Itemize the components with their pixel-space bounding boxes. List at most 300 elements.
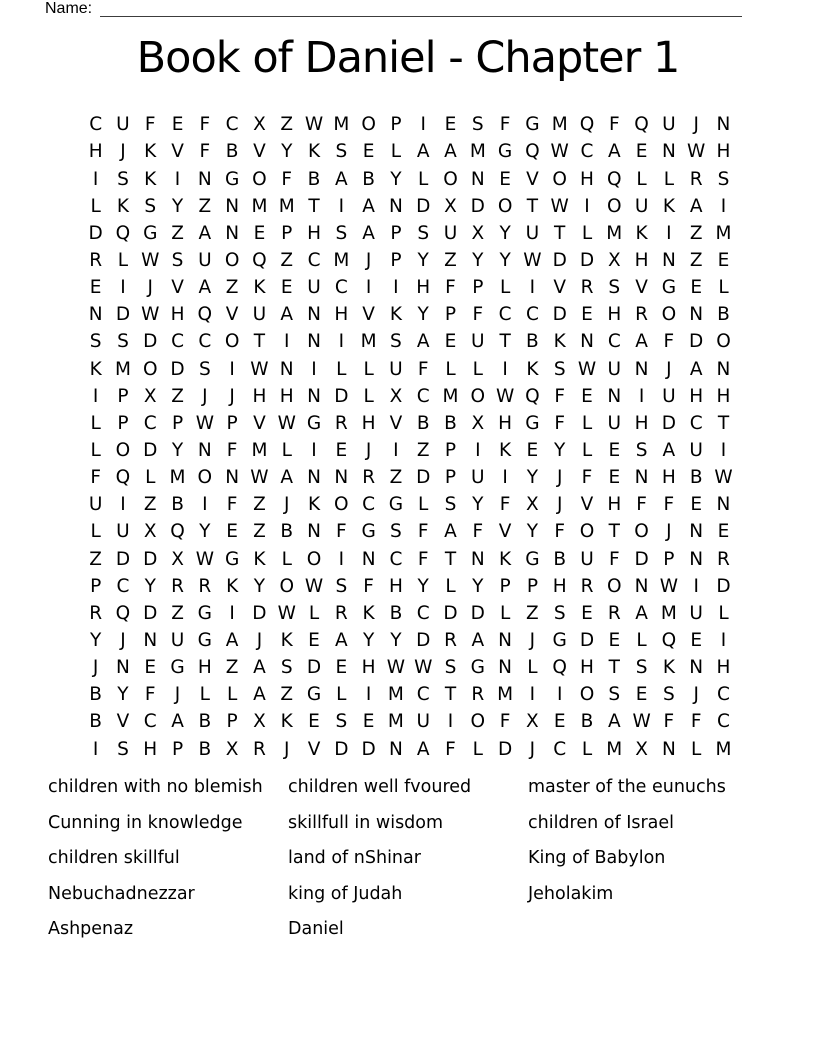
grid-letter: S [280,657,293,679]
grid-letter: B [362,168,375,190]
grid-letter: D [689,331,704,353]
grid-letter: O [552,168,567,190]
grid-letter: I [556,684,563,706]
grid-letter: K [662,195,675,217]
grid-letter: Z [225,277,239,299]
grid-letter: G [197,629,212,651]
grid-letter: D [579,250,595,272]
grid-letter: P [444,467,457,489]
grid-letter: L [499,277,511,299]
grid-letter: F [472,521,484,543]
grid-letter: H [307,222,321,244]
grid-letter: A [171,711,184,733]
grid-letter: W [277,602,296,624]
grid-letter: C [553,738,567,760]
grid-letter: B [553,548,567,570]
grid-letter: E [308,629,320,651]
grid-letter: J [120,629,126,651]
grid-letter: W [632,711,651,733]
grid-letter: K [144,141,157,163]
grid-letter: I [229,358,235,380]
grid-letter: W [659,575,679,597]
grid-letter: R [334,602,348,624]
grid-letter: Q [525,385,540,407]
grid-letter: N [470,168,485,190]
grid-letter: B [89,711,102,733]
grid-letter: H [361,412,376,434]
grid-letter: K [307,141,321,163]
grid-letter: H [552,575,567,597]
grid-letter: L [199,684,210,706]
grid-letter: Q [661,629,677,651]
grid-letter: P [390,114,402,136]
grid-letter: S [198,358,211,380]
grid-letter: J [556,467,563,489]
grid-letter: J [666,521,672,543]
grid-letter: S [171,250,184,272]
grid-letter: U [252,304,267,326]
grid-letter: L [581,412,593,434]
grid-letter: A [635,602,648,624]
grid-letter: O [443,168,458,190]
grid-letter: B [198,738,212,760]
grid-letter: P [472,277,484,299]
grid-letter: P [499,575,511,597]
grid-letter: E [362,141,375,163]
grid-letter: D [334,385,349,407]
grid-letter: B [389,602,403,624]
grid-letter: C [717,684,730,706]
grid-letter: I [174,168,181,190]
grid-letter: B [689,467,703,489]
grid-letter: C [607,331,621,353]
grid-letter: U [689,440,703,461]
grid-letter: O [142,358,158,380]
grid-letter: V [253,412,266,434]
grid-letter: H [716,385,731,407]
grid-letter: F [690,711,702,733]
grid-letter: P [117,412,129,434]
grid-letter: O [579,521,595,543]
grid-letter: X [143,521,157,543]
grid-letter: I [202,494,208,516]
grid-letter: W [495,385,515,407]
grid-letter: I [420,114,426,136]
grid-letter: Y [472,494,484,516]
grid-letter: C [334,277,348,299]
grid-letter: K [116,195,130,217]
grid-letter: P [226,412,238,434]
grid-letter: F [144,684,156,706]
grid-letter: C [143,412,157,434]
grid-letter: S [553,358,566,380]
grid-letter: H [689,385,704,407]
word-list-item: children of Israel [528,812,675,833]
grid-letter: L [90,521,101,543]
grid-letter: G [306,412,322,434]
grid-letter: G [552,629,567,651]
grid-letter: N [279,358,294,380]
grid-letter: H [334,304,349,326]
grid-letter: A [362,195,375,217]
grid-letter: D [497,738,513,760]
grid-letter: E [581,385,593,407]
grid-letter: U [689,602,703,624]
grid-letter: H [580,657,594,679]
grid-letter: H [661,467,676,489]
grid-letter: R [444,629,457,651]
grid-letter: U [170,629,185,651]
grid-letter: Y [117,684,129,706]
grid-letter: S [335,575,348,597]
grid-letter: E [635,684,648,706]
grid-letter: L [691,738,702,760]
grid-letter: K [499,440,512,461]
grid-letter: L [472,358,483,380]
grid-letter: L [718,277,729,299]
grid-letter: V [498,521,512,543]
grid-letter: N [498,657,513,679]
grid-letter: M [660,602,677,624]
grid-letter: S [144,195,157,217]
grid-letter: R [198,575,212,597]
grid-letter: R [689,168,703,190]
grid-letter: G [497,141,513,163]
grid-letter: N [580,331,594,353]
grid-letter: K [226,575,239,597]
grid-letter: O [224,331,240,353]
grid-letter: K [280,629,293,651]
grid-letter: I [393,440,399,461]
grid-letter: S [553,602,566,624]
grid-letter: F [636,494,647,516]
grid-letter: A [444,141,457,163]
grid-letter: L [336,358,347,380]
grid-letter: Z [171,602,184,624]
grid-letter: O [579,684,595,706]
grid-letter: O [306,548,322,570]
grid-letter: Y [199,521,211,543]
word-list-item: Jeholakim [528,883,614,904]
grid-letter: O [334,494,349,516]
grid-letter: E [226,521,238,543]
grid-letter: G [306,684,322,706]
grid-letter: I [393,277,399,299]
grid-letter: N [689,657,704,679]
grid-letter: C [307,250,321,272]
grid-letter: Z [253,521,266,543]
grid-letter: H [88,141,103,163]
grid-letter: N [498,629,513,651]
grid-letter: V [553,277,567,299]
grid-letter: V [116,711,130,733]
grid-letter: F [199,141,211,163]
grid-letter: Y [417,575,429,597]
grid-letter: N [143,629,158,651]
grid-letter: N [334,467,349,489]
grid-letter: V [389,412,403,434]
grid-letter: L [90,412,101,434]
grid-letter: B [526,331,539,353]
grid-letter: T [444,548,457,570]
grid-letter: C [198,331,212,353]
grid-letter: Z [171,385,184,407]
grid-letter: Y [554,440,566,461]
grid-letter: Y [526,467,539,489]
grid-letter: A [334,168,348,190]
grid-letter: Z [253,494,266,516]
grid-letter: F [335,521,347,543]
grid-letter: I [475,440,481,461]
grid-letter: G [388,494,404,516]
grid-letter: G [224,548,240,570]
grid-letter: E [280,277,293,299]
word-list-item: Ashpenaz [48,919,134,940]
grid-letter: Y [362,629,375,651]
grid-letter: J [365,250,372,272]
grid-letter: F [608,114,620,136]
grid-letter: X [225,738,239,760]
grid-letter: I [584,195,590,217]
grid-letter: D [416,629,431,651]
grid-letter: Q [634,114,649,136]
grid-letter: O [607,575,622,597]
grid-letter: K [253,277,266,299]
grid-letter: E [553,711,566,733]
grid-letter: C [171,331,184,353]
grid-letter: D [115,548,131,570]
grid-letter: E [690,277,703,299]
grid-letter: Y [171,195,184,217]
grid-letter: G [143,222,158,244]
grid-letter: G [361,521,376,543]
grid-letter: F [417,548,429,570]
grid-letter: Z [198,195,212,217]
grid-letter: N [116,657,130,679]
grid-letter: Q [115,467,131,489]
grid-letter: Q [607,168,622,190]
grid-letter: A [198,277,212,299]
grid-letter: K [307,494,321,516]
grid-letter: M [278,195,295,217]
grid-letter: B [225,141,239,163]
grid-letter: N [388,195,403,217]
grid-letter: E [171,114,184,136]
grid-letter: N [634,467,649,489]
grid-letter: R [717,548,730,570]
grid-letter: S [117,738,129,760]
grid-letter: N [307,521,321,543]
grid-letter: Z [171,222,184,244]
grid-letter: E [335,657,348,679]
word-list-item: Nebuchadnezzar [48,883,195,904]
grid-letter: O [661,304,677,326]
grid-letter: K [280,711,293,733]
grid-letter: H [170,304,185,326]
grid-letter: W [304,575,324,597]
grid-letter: E [717,250,730,272]
grid-letter: E [253,222,266,244]
grid-letter: I [92,385,99,407]
grid-letter: N [634,575,649,597]
grid-letter: U [471,467,485,489]
grid-letter: L [581,440,593,461]
word-list-column [48,770,288,948]
grid-letter: M [606,222,623,244]
grid-letter: E [362,711,375,733]
page-title: Book of Daniel - Chapter 1 [136,33,680,83]
grid-letter: W [141,250,160,272]
grid-letter: H [607,494,622,516]
grid-letter: I [120,494,126,516]
word-list-column [528,770,768,912]
grid-letter: L [636,168,647,190]
grid-letter: I [311,358,317,380]
grid-letter: E [608,440,621,461]
grid-letter: L [145,467,156,489]
grid-letter: S [471,114,484,136]
grid-letter: A [444,521,457,543]
grid-letter: R [580,575,594,597]
grid-letter: C [225,114,239,136]
grid-letter: H [361,657,376,679]
grid-letter: A [253,657,266,679]
grid-letter: S [117,168,129,190]
grid-letter: N [197,440,212,461]
grid-letter: P [281,222,293,244]
grid-letter: L [581,738,593,760]
grid-letter: U [662,385,676,407]
grid-letter: Z [225,657,239,679]
grid-letter: Z [416,440,430,461]
grid-letter: M [360,331,377,353]
grid-letter: J [174,684,181,706]
grid-letter: J [283,738,290,760]
grid-letter: N [225,467,240,489]
grid-letter: S [89,331,102,353]
grid-letter: A [607,141,621,163]
grid-letter: F [663,711,675,733]
grid-letter: N [307,467,321,489]
grid-letter: I [229,602,235,624]
grid-letter: R [253,738,266,760]
grid-letter: Y [417,250,429,272]
grid-letter: H [634,412,649,434]
grid-letter: X [526,494,539,516]
grid-letter: E [581,602,593,624]
grid-letter: D [579,629,595,651]
grid-letter: D [143,548,158,570]
grid-letter: X [635,738,648,760]
grid-letter: N [361,548,376,570]
grid-letter: I [666,222,672,244]
grid-letter: L [336,684,347,706]
grid-letter: Q [197,304,213,326]
word-list-item: skillfull in wisdom [288,812,444,833]
grid-letter: D [252,602,267,624]
grid-letter: K [635,222,648,244]
grid-letter: L [499,602,511,624]
grid-letter: W [250,358,269,380]
grid-letter: V [580,494,594,516]
grid-letter: E [608,629,621,651]
grid-letter: Z [280,684,294,706]
grid-letter: A [416,738,430,760]
grid-letter: Z [526,602,539,624]
grid-letter: N [634,358,649,380]
grid-letter: B [444,412,457,434]
grid-letter: P [171,412,184,434]
grid-letter: Z [280,250,294,272]
grid-letter: T [608,521,620,543]
grid-letter: D [470,195,485,217]
grid-letter: D [170,358,185,380]
grid-letter: Z [389,467,403,489]
grid-letter: R [580,277,594,299]
grid-letter: Q [170,521,185,543]
grid-letter: A [471,629,485,651]
grid-letter: L [90,440,101,461]
grid-letter: O [470,385,486,407]
grid-letter: I [365,277,372,299]
grid-letter: U [198,250,212,272]
grid-letter: M [387,711,404,733]
grid-letter: W [195,548,214,570]
grid-letter: O [252,168,267,190]
grid-letter: X [253,711,266,733]
grid-letter: I [338,548,345,570]
grid-letter: N [307,385,321,407]
grid-letter: F [608,548,620,570]
grid-letter: S [608,684,621,706]
grid-letter: N [661,141,676,163]
grid-letter: X [526,711,539,733]
grid-letter: R [635,304,649,326]
grid-letter: L [418,494,429,516]
grid-letter: Z [689,250,703,272]
grid-letter: V [171,277,184,299]
grid-letter: J [256,629,263,651]
grid-letter: S [635,657,648,679]
grid-letter: Q [115,222,131,244]
grid-letter: Y [472,575,484,597]
grid-letter: W [687,141,706,163]
grid-letter: C [717,711,730,733]
grid-letter: M [469,141,486,163]
grid-letter: M [333,114,350,136]
grid-letter: M [114,358,131,380]
grid-letter: F [281,168,293,190]
grid-letter: A [416,141,430,163]
grid-letter: I [447,711,454,733]
grid-letter: Y [417,304,429,326]
grid-letter: A [334,629,348,651]
grid-letter: X [171,548,184,570]
grid-letter: U [307,277,321,299]
grid-letter: P [663,548,675,570]
grid-letter: M [551,114,568,136]
grid-letter: F [499,494,511,516]
grid-letter: M [497,684,514,706]
grid-letter: F [554,412,566,434]
grid-letter: G [525,548,540,570]
word-list-item: master of the eunuchs [528,777,726,797]
grid-letter: H [498,412,513,434]
grid-letter: E [690,629,703,651]
grid-letter: J [283,494,290,516]
grid-letter: Y [472,250,484,272]
grid-letter: P [226,711,238,733]
